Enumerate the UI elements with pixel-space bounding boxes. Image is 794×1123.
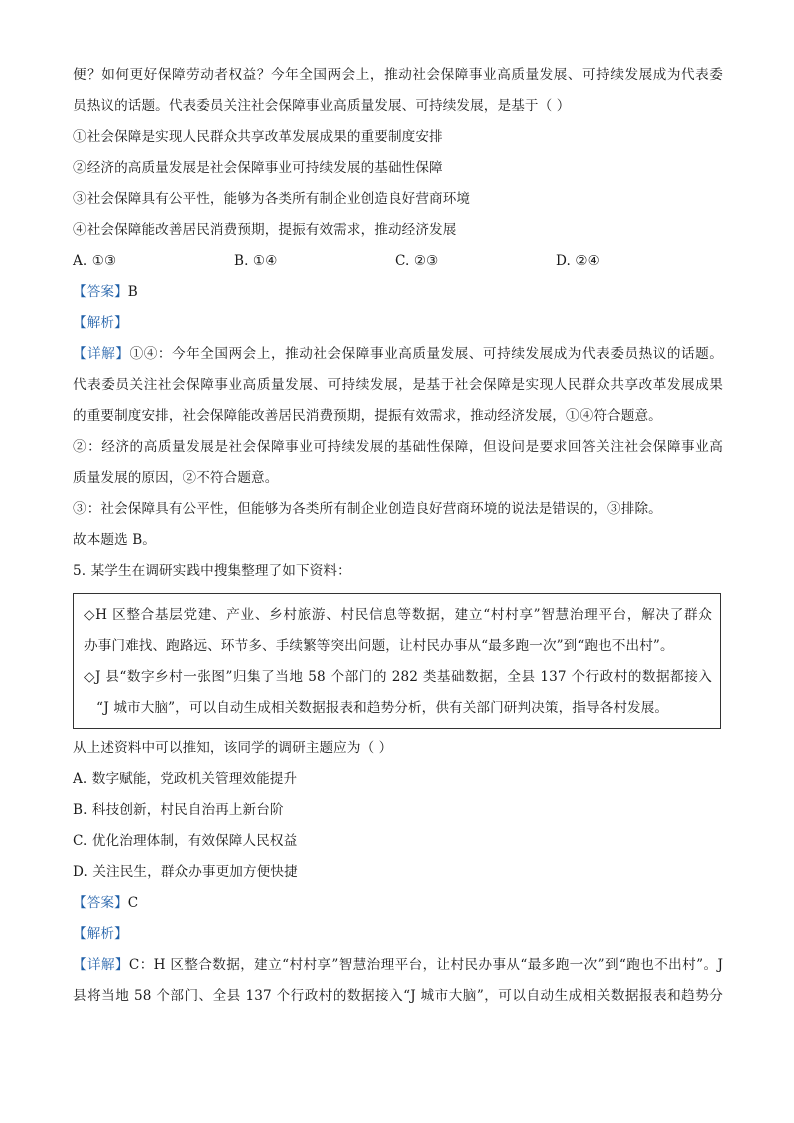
q4-option-a: A. ①③ bbox=[73, 253, 117, 269]
q4-answer bbox=[73, 277, 723, 308]
answer-tag: 【答案】 bbox=[73, 284, 128, 300]
answer-value: B bbox=[127, 284, 138, 300]
q4-analysis bbox=[73, 308, 723, 339]
q4-statement-4: ④社会保障能改善居民消费预期，提振有效需求，推动经济发展 bbox=[73, 222, 457, 238]
analysis-tag: 【解析】 bbox=[73, 315, 128, 331]
q5-detail-line-2: 县将当地 58 个部门、全县 137 个行政村的数据接入“J 城市大脑”，可以自动生成相关数据报表和趋势分 bbox=[73, 988, 723, 1004]
answer-value: C bbox=[127, 895, 139, 911]
q4-detail-line-4: ②：经济的高质量发展是社会保障事业可持续发展的基础性保障，但设问是要求回答关注社会保障事业高 bbox=[73, 439, 723, 455]
detail-tag: 【详解】 bbox=[73, 957, 129, 973]
q5-option-a: A. 数字赋能，党政机关管理效能提升 bbox=[73, 771, 298, 787]
q4-statement-1: ①社会保障是实现人民群众共享改革发展成果的重要制度安排 bbox=[73, 129, 443, 145]
detail-tag: 【详解】 bbox=[73, 346, 130, 362]
detail-text: ①④：今年全国两会上，推动社会保障事业高质量发展、可持续发展成为代表委员热议的话题。 bbox=[129, 346, 723, 362]
q4-detail-line-5: 质量发展的原因，②不符合题意。 bbox=[73, 470, 279, 486]
q4-stem-line-2: 员热议的话题。代表委员关注社会保障事业高质量发展、可持续发展，是基于（ ） bbox=[73, 98, 571, 114]
q5-material-line-4: “J 城市大脑”，可以自动生成相关数据报表和趋势分析，供有关部门研判决策，指导各村发展。 bbox=[96, 700, 669, 716]
q4-detail-line-1 bbox=[73, 339, 723, 370]
q4-options bbox=[73, 246, 723, 277]
q4-stem-line-1: 便？如何更好保障劳动者权益？今年全国两会上，推动社会保障事业高质量发展、可持续发展成为代表委 bbox=[73, 67, 723, 83]
q5-material-line-1: ◇H 区整合基层党建、产业、乡村旅游、村民信息等数据，建立“村村享”智慧治理平台，解决了群众 bbox=[84, 607, 712, 623]
q4-statement-2: ②经济的高质量发展是社会保障事业可持续发展的基础性保障 bbox=[73, 160, 443, 176]
q4-option-c: C. ②③ bbox=[395, 253, 439, 269]
q5-material-box bbox=[73, 593, 721, 729]
detail-text: C：H 区整合数据，建立“村村享”智慧治理平台，让村民办事从“最多跑一次”到“跑也不出村”。J bbox=[128, 957, 723, 973]
q5-answer bbox=[73, 888, 723, 919]
q5-material-line-3: ◇J 县“数字乡村一张图”归集了当地 58 个部门的 282 类基础数据，全县 137 个行政村的数据都接入 bbox=[84, 669, 712, 685]
q4-detail-line-6: ③：社会保障具有公平性，但能够为各类所有制企业创造良好营商环境的说法是错误的，③排除。 bbox=[73, 501, 662, 517]
q4-option-b: B. ①④ bbox=[234, 253, 278, 269]
q5-option-b: B. 科技创新，村民自治再上新台阶 bbox=[73, 802, 284, 818]
analysis-tag: 【解析】 bbox=[73, 926, 128, 942]
document-page bbox=[73, 60, 723, 1012]
q4-detail-line-2: 代表委员关注社会保障事业高质量发展、可持续发展，是基于社会保障是实现人民群众共享改革发展成果 bbox=[73, 377, 723, 393]
q5-detail-line-1 bbox=[73, 950, 723, 981]
q4-detail-line-7: 故本题选 B。 bbox=[73, 532, 156, 548]
q5-option-d: D. 关注民生，群众办事更加方便快捷 bbox=[73, 864, 298, 880]
q5-stem: 5. 某学生在调研实践中搜集整理了如下资料： bbox=[73, 563, 351, 579]
answer-tag: 【答案】 bbox=[73, 895, 128, 911]
q4-detail-line-3: 的重要制度安排，社会保障能改善居民消费预期，提振有效需求，推动经济发展，①④符合题意。 bbox=[73, 408, 662, 424]
q4-statement-3: ③社会保障具有公平性，能够为各类所有制企业创造良好营商环境 bbox=[73, 191, 471, 207]
q4-option-d: D. ②④ bbox=[556, 253, 600, 269]
q5-material-line-2: 办事门难找、跑路远、环节多、手续繁等突出问题，让村民办事从“最多跑一次”到“跑也不出村”。 bbox=[84, 638, 674, 654]
q5-question: 从上述资料中可以推知，该同学的调研主题应为（ ） bbox=[73, 740, 393, 756]
q5-analysis bbox=[73, 919, 723, 950]
q5-option-c: C. 优化治理体制，有效保障人民权益 bbox=[73, 833, 298, 849]
